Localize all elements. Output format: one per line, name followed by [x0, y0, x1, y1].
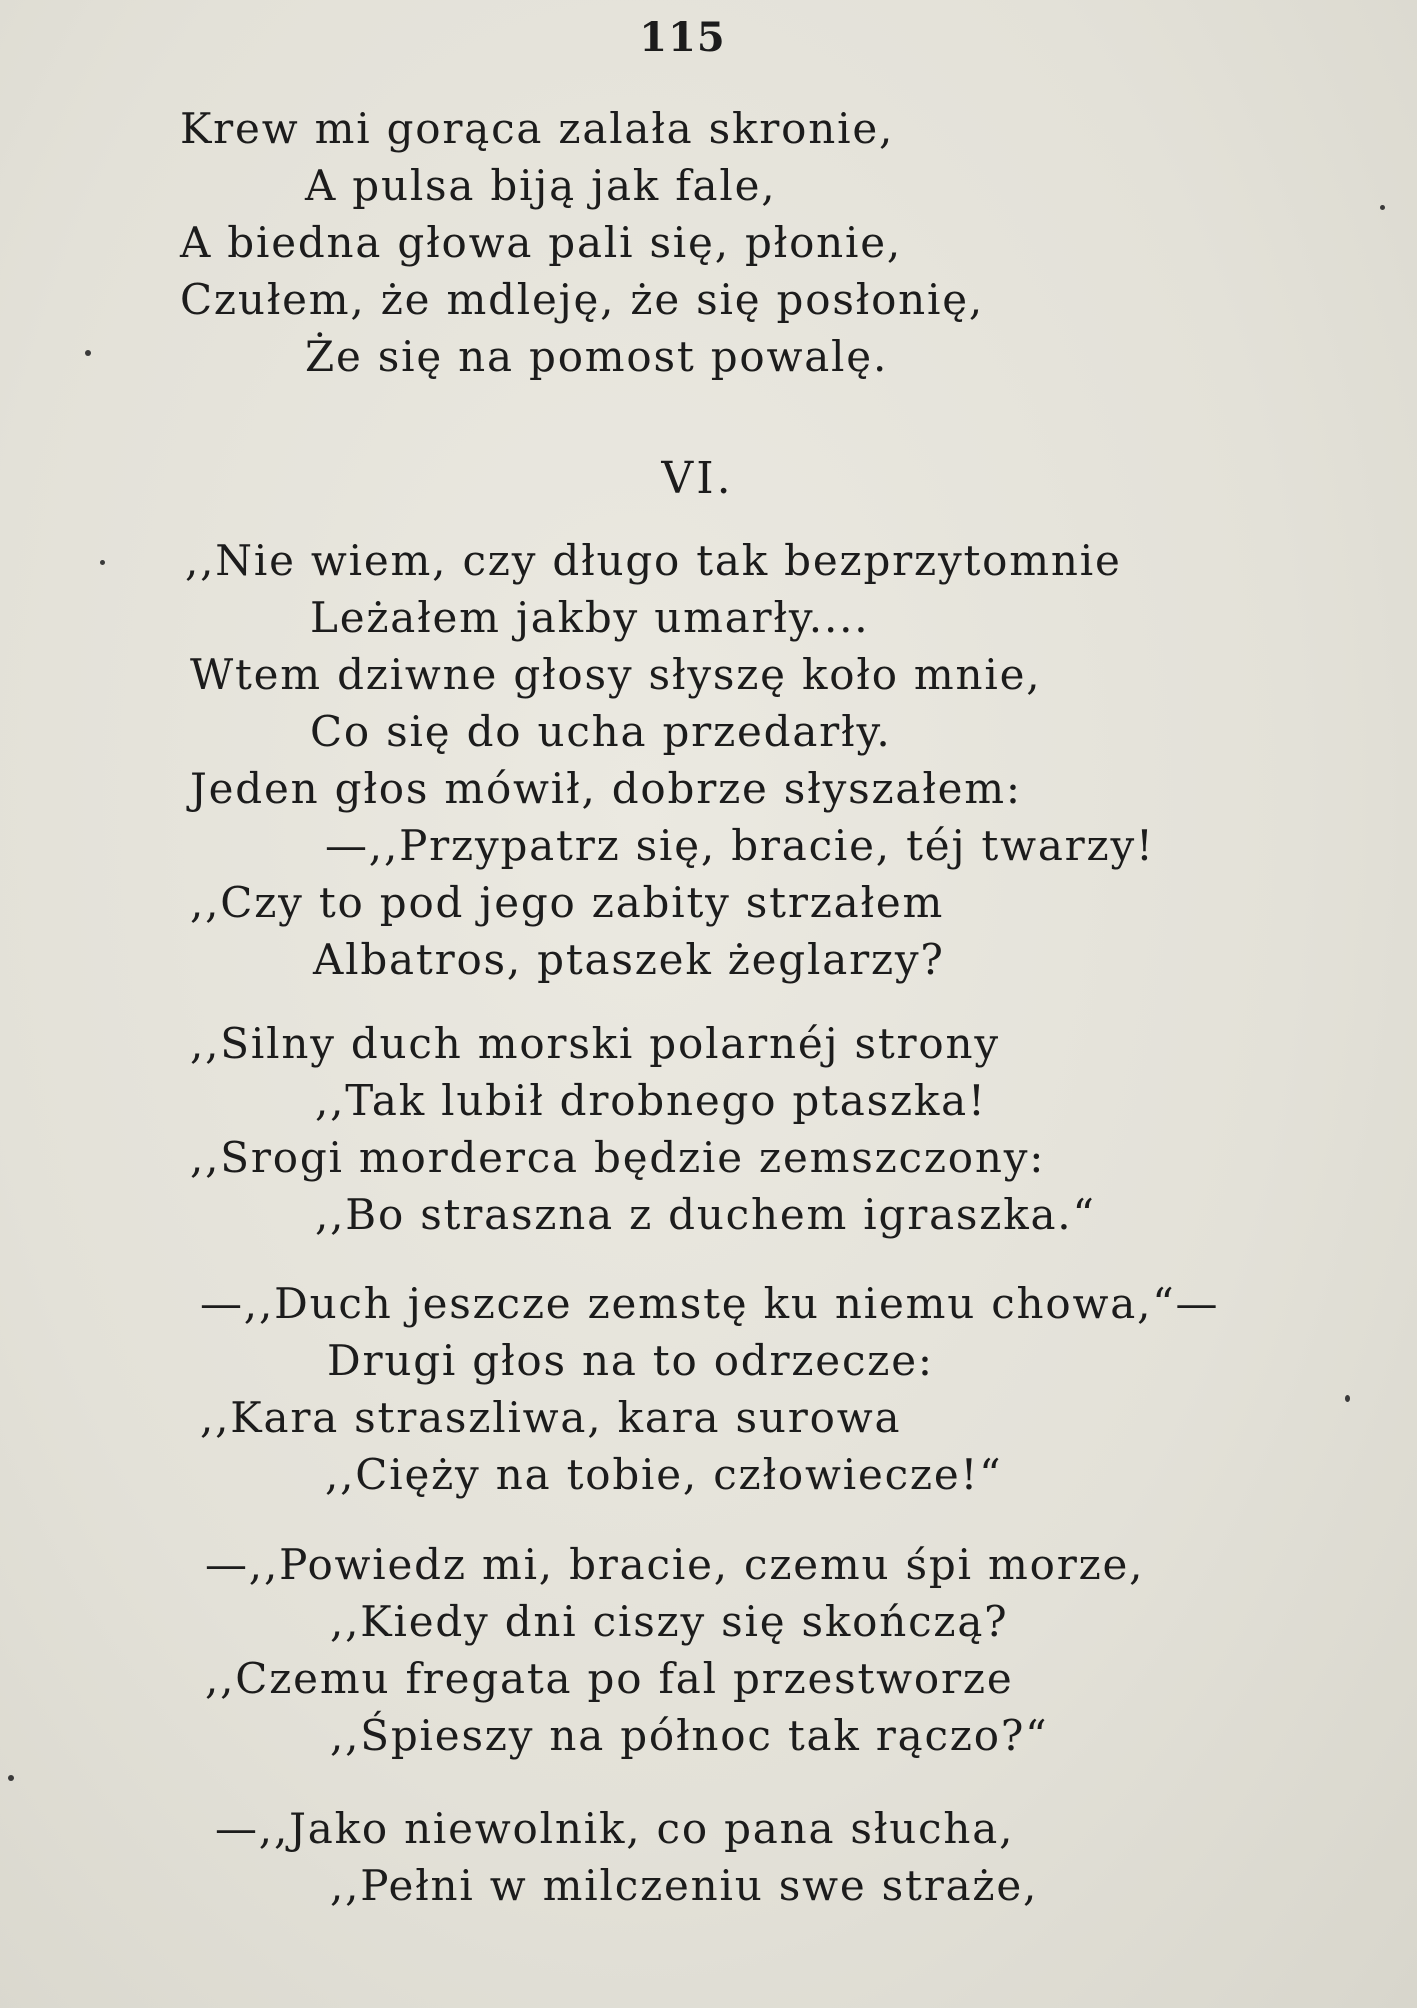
- paper-speck: [100, 560, 105, 565]
- verse-line: Jeden głos mówił, dobrze słyszałem:: [190, 764, 1022, 813]
- verse-line: ,,Pełni w milczeniu swe straże,: [330, 1861, 1039, 1910]
- verse-line: Krew mi gorąca zalała skronie,: [180, 104, 895, 153]
- page-number: 115: [639, 14, 726, 61]
- verse-line: Albatros, ptaszek żeglarzy?: [313, 935, 945, 984]
- verse-line: Czułem, że mdleję, że się posłonię,: [180, 275, 985, 324]
- verse-line: ,,Śpieszy na północ tak rączo?“: [330, 1711, 1049, 1760]
- verse-line: ,,Czemu fregata po fal przestworze: [205, 1654, 1014, 1703]
- verse-line: —,,Powiedz mi, bracie, czemu śpi morze,: [205, 1540, 1145, 1589]
- paper-speck: [1345, 1395, 1350, 1402]
- verse-line: ,,Czy to pod jego zabity strzałem: [190, 878, 945, 927]
- verse-line: ,,Srogi morderca będzie zemszczony:: [190, 1133, 1046, 1182]
- paper-speck: [85, 350, 91, 356]
- verse-line: —,,Przypatrz się, bracie, téj twarzy!: [325, 821, 1155, 870]
- verse-line: ,,Tak lubił drobnego ptaszka!: [315, 1076, 987, 1125]
- verse-line: Leżałem jakby umarły....: [310, 593, 870, 642]
- verse-line: A biedna głowa pali się, płonie,: [180, 218, 903, 267]
- verse-line: ,,Nie wiem, czy długo tak bezprzytomnie: [185, 536, 1122, 585]
- paper-speck: [1380, 205, 1385, 210]
- paper-speck: [8, 1775, 14, 1781]
- verse-line: Że się na pomost powalę.: [305, 332, 889, 381]
- verse-line: Wtem dziwne głosy słyszę koło mnie,: [190, 650, 1042, 699]
- verse-line: —,,Jako niewolnik, co pana słucha,: [215, 1804, 1015, 1853]
- verse-line: ,,Kara straszliwa, kara surowa: [200, 1393, 902, 1442]
- verse-line: ,,Kiedy dni ciszy się skończą?: [330, 1597, 1009, 1646]
- section-heading: VI.: [661, 453, 734, 504]
- verse-line: —,,Duch jeszcze zemstę ku niemu chowa,“—: [200, 1279, 1220, 1328]
- verse-line: ,,Cięży na tobie, człowiecze!“: [325, 1450, 1003, 1499]
- verse-line: A pulsa biją jak fale,: [305, 161, 777, 210]
- verse-line: ,,Bo straszna z duchem igraszka.“: [315, 1190, 1096, 1239]
- verse-line: ,,Silny duch morski polarnéj strony: [190, 1019, 1000, 1068]
- verse-line: Drugi głos na to odrzecze:: [327, 1336, 934, 1385]
- verse-line: Co się do ucha przedarły.: [310, 707, 892, 756]
